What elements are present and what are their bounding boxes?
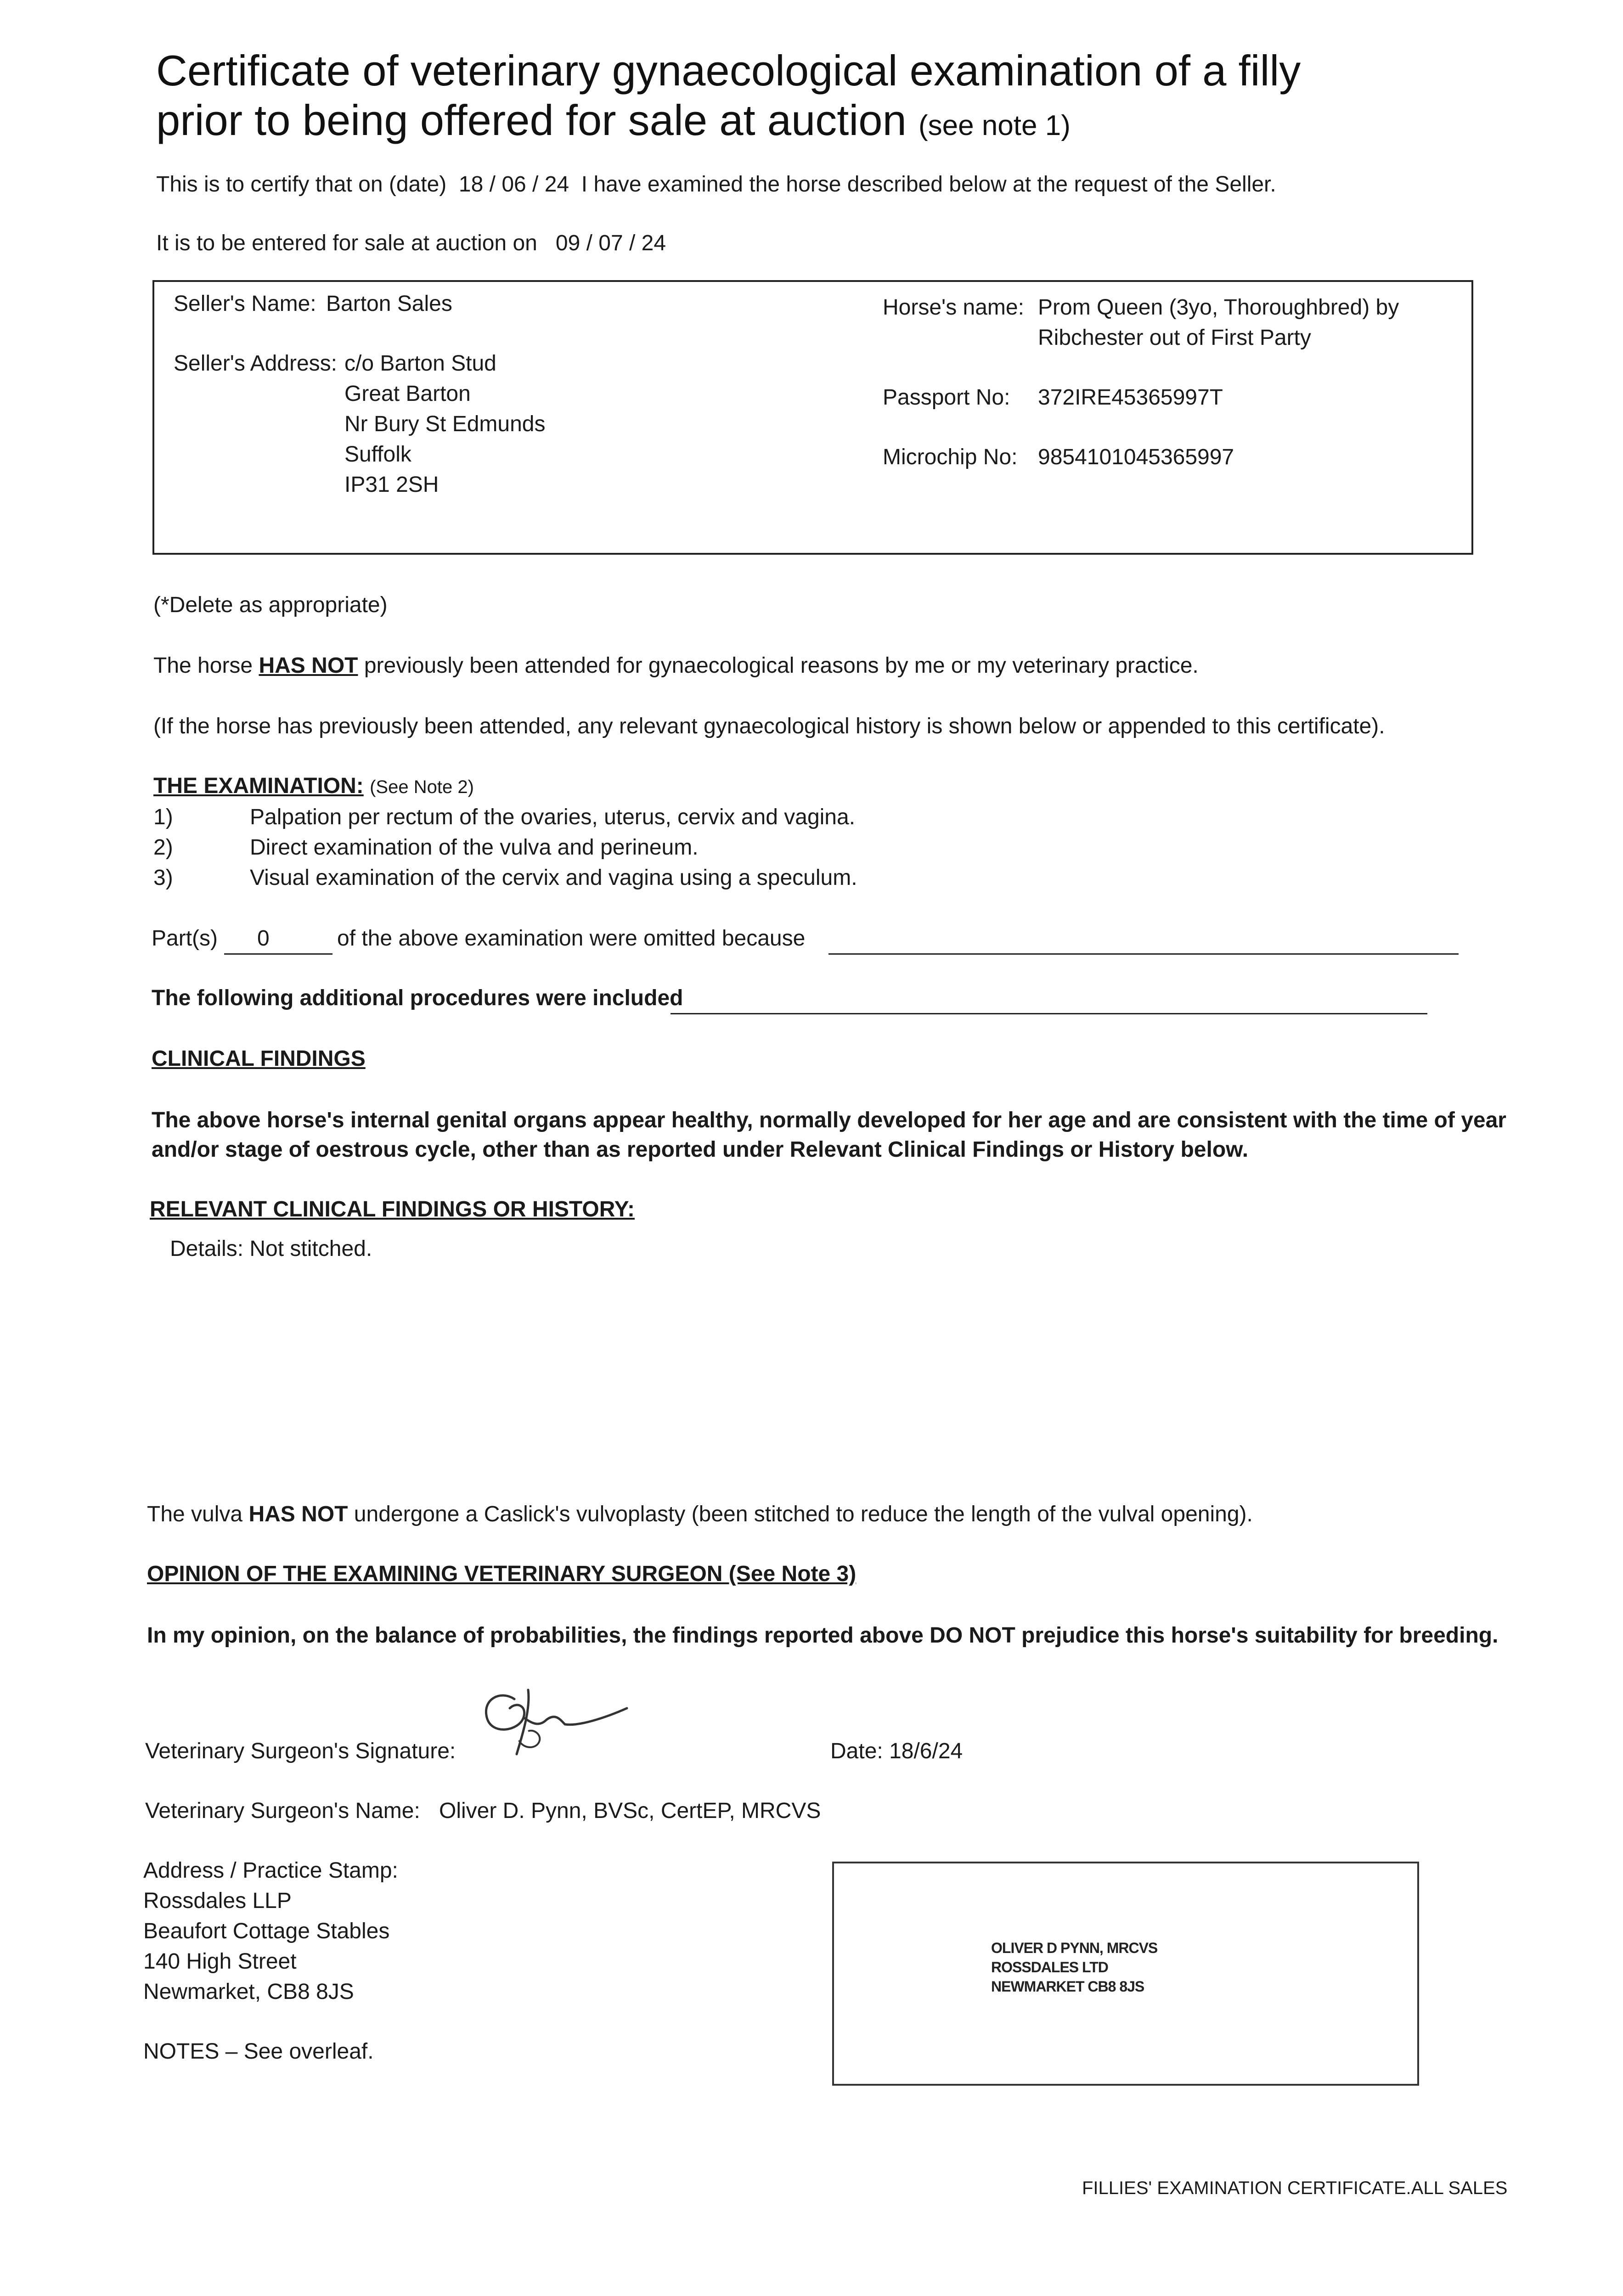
omitted-reason-field xyxy=(828,953,1459,955)
microchip-label: Microchip No: xyxy=(883,445,1018,469)
omitted-parts-underline xyxy=(224,953,332,955)
practice-stamp-box xyxy=(832,1862,1419,2086)
exam-item-1-text: Palpation per rectum of the ovaries, uterus, cervix and vagina. xyxy=(250,805,856,829)
horse-name-label: Horse's name: xyxy=(883,295,1024,320)
opinion-suffix: prejudice this horse's suitability for breeding. xyxy=(1021,1623,1499,1648)
vulva-suffix: undergone a Caslick's vulvoplasty (been stitched to reduce the length of the vulval opening). xyxy=(354,1502,1253,1526)
surgeon-name-label: Veterinary Surgeon's Name: xyxy=(145,1799,420,1823)
opinion-status: DO NOT xyxy=(930,1623,1015,1648)
vulva-status: HAS NOT xyxy=(248,1502,348,1526)
practice-line-3: 140 High Street xyxy=(143,1949,297,1974)
seller-name-label: Seller's Name: xyxy=(174,292,316,316)
exam-item-2-num: 2) xyxy=(153,835,173,860)
auction-line xyxy=(156,230,666,257)
certify-line xyxy=(156,171,1276,198)
attended-status: HAS NOT xyxy=(259,653,358,678)
opinion-heading: OPINION OF THE EXAMINING VETERINARY SURGEON (See Note 3) xyxy=(147,1562,857,1586)
signature-date: Date: 18/6/24 xyxy=(830,1739,963,1763)
signature-label: Veterinary Surgeon's Signature: xyxy=(145,1739,456,1763)
seller-address-2: Great Barton xyxy=(344,382,471,406)
vulva-statement xyxy=(147,1501,1253,1528)
title-line-2 xyxy=(156,96,1534,151)
seller-address-5: IP31 2SH xyxy=(344,473,439,497)
omitted-prefix: Part(s) xyxy=(152,926,218,951)
passport-number: 372IRE45365997T xyxy=(1038,385,1223,410)
auction-prefix: It is to be entered for sale at auction on xyxy=(156,231,537,255)
omitted-suffix: of the above examination were omitted because xyxy=(337,926,806,951)
attended-suffix: previously been attended for gynaecological reasons by me or my veterinary practice. xyxy=(364,653,1199,678)
horse-name-1: Prom Queen (3yo, Thoroughbred) by xyxy=(1038,295,1399,320)
exam-date: 18 / 06 / 24 xyxy=(458,172,569,197)
exam-item-3-text: Visual examination of the cervix and vagina using a speculum. xyxy=(250,866,857,890)
stamp-line-3: NEWMARKET CB8 8JS xyxy=(991,1978,1144,1995)
clinical-findings-heading: CLINICAL FINDINGS xyxy=(152,1047,366,1071)
certificate-title xyxy=(156,46,1534,151)
clinical-findings-text-1: The above horse's internal genital organs appear healthy, normally developed for her age and are consistent with the time of year xyxy=(152,1108,1506,1132)
exam-item-2-text: Direct examination of the vulva and perineum. xyxy=(250,835,699,860)
footer-form-id: FILLIES' EXAMINATION CERTIFICATE.ALL SALES xyxy=(1082,2178,1508,2198)
auction-date: 09 / 07 / 24 xyxy=(555,231,666,255)
practice-line-1: Rossdales LLP xyxy=(143,1889,292,1913)
seller-name: Barton Sales xyxy=(326,292,452,316)
certify-prefix: This is to certify that on (date) xyxy=(156,172,447,197)
stamp-line-1: OLIVER D PYNN, MRCVS xyxy=(991,1940,1158,1956)
horse-name-2: Ribchester out of First Party xyxy=(1038,326,1311,350)
opinion-prefix: In my opinion, on the balance of probabilities, the findings reported above xyxy=(147,1623,924,1648)
title-line-1: Certificate of veterinary gynaecological examination of a filly xyxy=(156,46,1301,95)
practice-line-2: Beaufort Cottage Stables xyxy=(143,1919,390,1943)
exam-item-3-num: 3) xyxy=(153,866,173,890)
examination-heading-note: (See Note 2) xyxy=(370,777,474,797)
stamp-line-2: ROSSDALES LTD xyxy=(991,1959,1108,1975)
practice-stamp-label: Address / Practice Stamp: xyxy=(143,1858,398,1883)
examination-heading xyxy=(153,772,474,801)
relevant-findings-details: Details: Not stitched. xyxy=(170,1237,372,1261)
microchip-number: 9854101045365997 xyxy=(1038,445,1234,469)
additional-procedures-label: The following additional procedures were included xyxy=(152,986,683,1010)
attended-prefix: The horse xyxy=(153,653,253,678)
seller-address-3: Nr Bury St Edmunds xyxy=(344,412,546,436)
opinion-statement xyxy=(147,1622,1498,1649)
clinical-findings-text-2: and/or stage of oestrous cycle, other than as reported under Relevant Clinical Findings or History below. xyxy=(152,1137,1249,1162)
seller-address-label: Seller's Address: xyxy=(174,351,337,376)
handwritten-signature xyxy=(473,1681,638,1759)
surgeon-name: Oliver D. Pynn, BVSc, CertEP, MRCVS xyxy=(439,1799,821,1823)
passport-label: Passport No: xyxy=(883,385,1010,410)
title-line-2-text: prior to being offered for sale at auction xyxy=(156,96,907,144)
delete-note: (*Delete as appropriate) xyxy=(153,593,388,617)
seller-address-1: c/o Barton Stud xyxy=(344,351,496,376)
history-note: (If the horse has previously been attended, any relevant gynaecological history is shown below or appended to this certificate). xyxy=(153,714,1385,738)
vulva-prefix: The vulva xyxy=(147,1502,243,1526)
seller-address-4: Suffolk xyxy=(344,442,411,467)
relevant-findings-heading: RELEVANT CLINICAL FINDINGS OR HISTORY: xyxy=(150,1197,635,1221)
certify-suffix: I have examined the horse described below at the request of the Seller. xyxy=(581,172,1276,197)
title-note: (see note 1) xyxy=(918,110,1071,141)
attended-statement xyxy=(153,652,1199,680)
examination-heading-text: THE EXAMINATION: xyxy=(153,774,364,798)
notes-overleaf: NOTES – See overleaf. xyxy=(143,2039,374,2064)
practice-line-4: Newmarket, CB8 8JS xyxy=(143,1980,354,2004)
additional-procedures-field xyxy=(671,1013,1427,1014)
exam-item-1-num: 1) xyxy=(153,805,173,829)
omitted-parts-value: 0 xyxy=(257,926,270,951)
